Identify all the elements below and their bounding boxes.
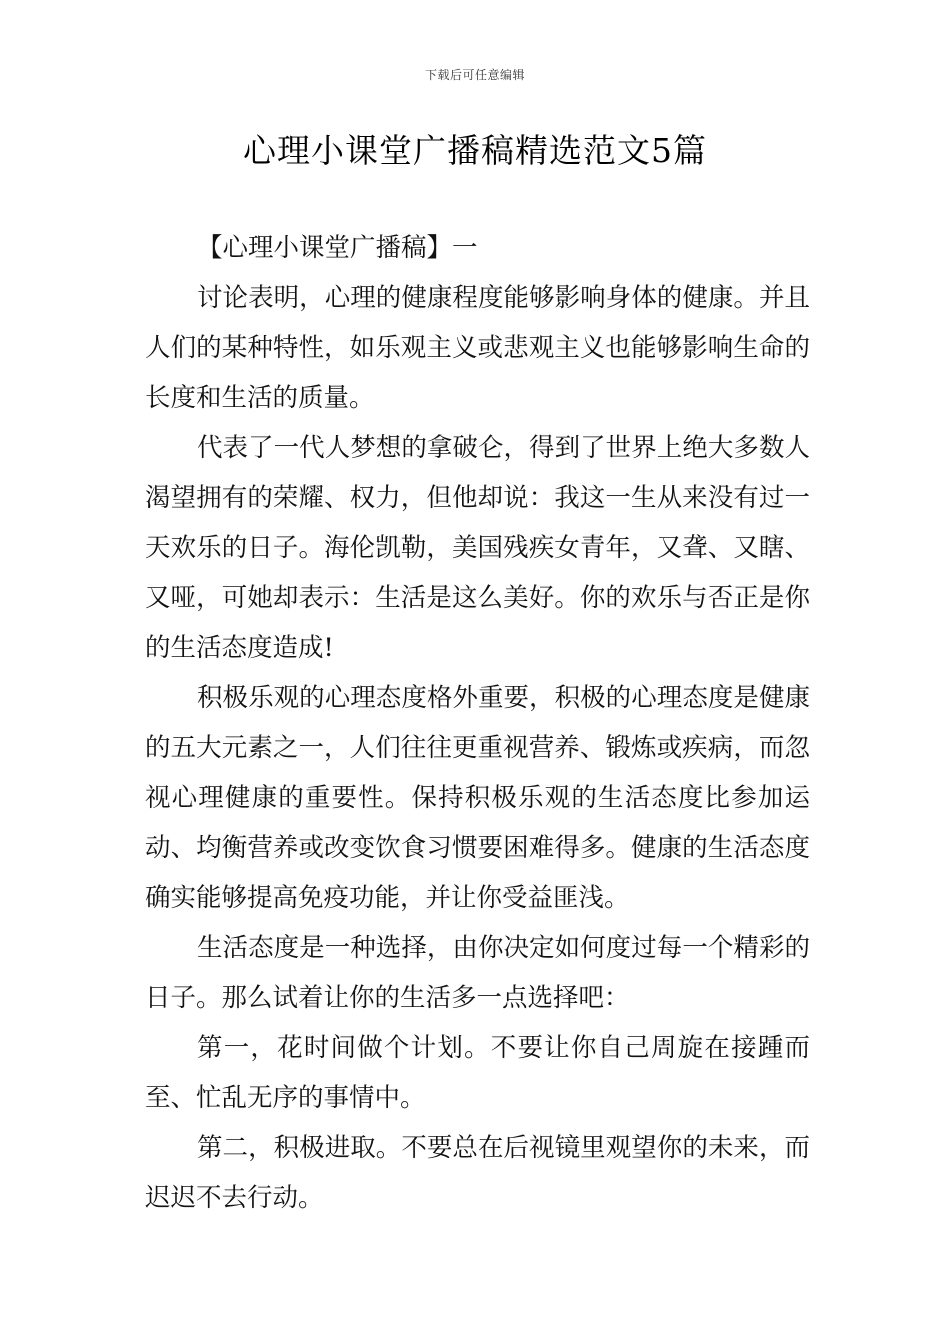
paragraph: 第二，积极进取。不要总在后视镜里观望你的未来，而迟迟不去行动。 bbox=[145, 1133, 810, 1213]
paragraph: 积极乐观的心理态度格外重要，积极的心理态度是健康的五大元素之一，人们往往更重视营养、锻炼或疾病，而忽视心理健康的重要性。保持积极乐观的生活态度比参加运动、均衡营养或改变饮食习惯要困难得多。健康的生活态度确实能够提高免疫功能，并让你受益匪浅。 bbox=[145, 683, 810, 913]
paragraph: 第一，花时间做个计划。不要让你自己周旋在接踵而至、忙乱无序的事情中。 bbox=[145, 1033, 810, 1113]
section-heading: 【心理小课堂广播稿】一 bbox=[197, 233, 478, 263]
document-title: 心理小课堂广播稿精选范文5篇 bbox=[243, 131, 707, 170]
paragraph: 代表了一代人梦想的拿破仑，得到了世界上绝大多数人渴望拥有的荣耀、权力，但他却说：我这一生从来没有过一天欢乐的日子。海伦凯勒，美国残疾女青年，又聋、又瞎、又哑，可她却表示：生活是这么美好。你的欢乐与否正是你的生活态度造成! bbox=[145, 433, 810, 663]
paragraph: 生活态度是一种选择，由你决定如何度过每一个精彩的日子。那么试着让你的生活多一点选择吧： bbox=[145, 933, 810, 1013]
document-body bbox=[145, 223, 810, 1223]
paragraph: 讨论表明，心理的健康程度能够影响身体的健康。并且人们的某种特性，如乐观主义或悲观主义也能够影响生命的长度和生活的质量。 bbox=[145, 283, 810, 413]
header-note: 下载后可任意编辑 bbox=[424, 68, 525, 82]
